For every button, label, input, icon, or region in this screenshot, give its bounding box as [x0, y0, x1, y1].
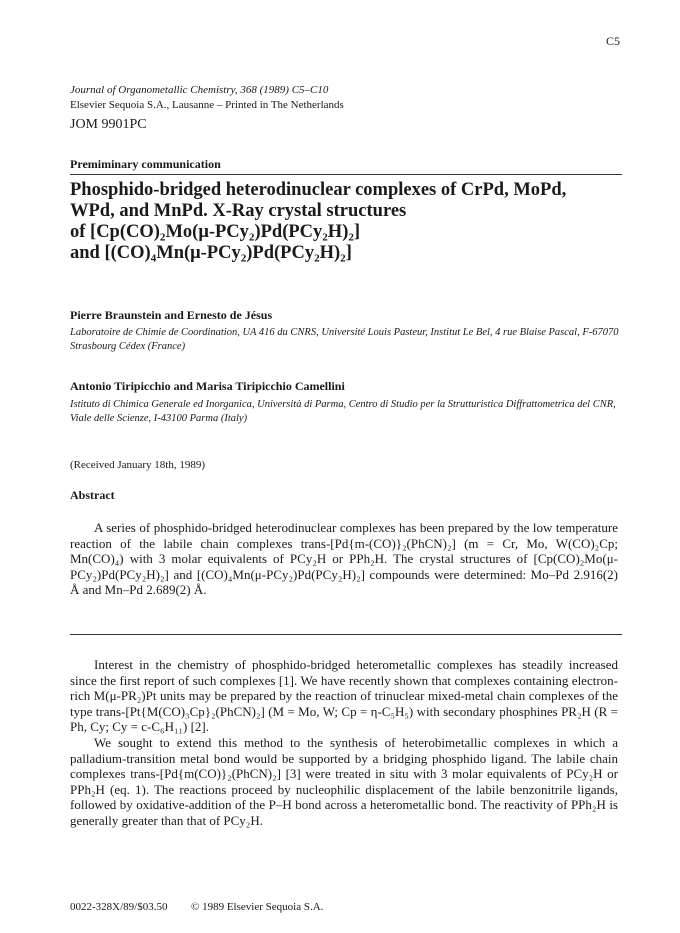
jom-id: JOM 9901PC [70, 117, 147, 132]
page-number: C5 [605, 34, 620, 48]
footer [70, 901, 323, 913]
footer-copyright: © 1989 Elsevier Sequoia S.A. [190, 901, 324, 913]
abstract-heading: Abstract [70, 488, 115, 502]
received-date: (Received January 18th, 1989) [70, 459, 206, 471]
section-label: Premiminary communication [70, 157, 221, 171]
publisher-line: Elsevier Sequoia S.A., Lausanne – Printed in The Netherlands [70, 99, 344, 111]
author-names-1: Pierre Braunstein and Ernesto de Jésus [70, 308, 273, 322]
journal-citation: Journal of Organometallic Chemistry, 368 (1989) C5–C10 [70, 84, 329, 96]
title-line-3: of [Cp(CO)₂Mo(μ-PCy₂)Pd(PCy₂H)₂] [70, 222, 361, 242]
section-divider [70, 174, 622, 175]
author-affiliation-2: Istituto di Chimica Generale ed Inorganica, Università di Parma, Centro di Studio per la Strutturistica Diffrattometrica del CNR, Viale delle Scienze, I-43100 Parma (Italy) [70, 399, 616, 424]
author-affiliation-1: Laboratoire de Chimie de Coordination, UA 416 du CNRS, Université Louis Pasteur, Institut Le Bel, 4 rue Blaise Pascal, F-67070 Strasbourg Cédex (France) [70, 327, 619, 352]
title-line-4: and [(CO)₄Mn(μ-PCy₂)Pd(PCy₂H)₂] [70, 243, 352, 263]
paper-title [70, 180, 630, 264]
body-paragraph-1: Interest in the chemistry of phosphido-bridged heterometallic complexes has steadily increased since the first report of such complexes [1]. We have recently shown that complexes containing electron-rich M(μ-PR₂)Pt units may be prepared by the reaction of trinuclear mixed-metal chain complexes of the type trans-[Pt{M(CO)₃Cp}₂(PhCN)₂] (M = Mo, W; Cp = η-C₅H₅) with secondary phosphines PR₂H (R = Ph, Cy; Cy = c-C₆H₁₁) [2]. [70, 657, 618, 735]
title-line-1: Phosphido-bridged heterodinuclear complexes of CrPd, MoPd, [70, 180, 567, 200]
author-names-2: Antonio Tiripicchio and Marisa Tiripicchio Camellini [70, 379, 345, 393]
abstract-divider [70, 634, 622, 635]
footer-code: 0022-328X/89/$03.50 [70, 901, 168, 913]
abstract-text: A series of phosphido-bridged heterodinuclear complexes has been prepared by the low temperature reaction of the labile chain complexes trans-[Pd{m-(CO)}₂(PhCN)₂] (m = Cr, Mo, W(CO)₂Cp; Mn(CO)₄) with 3 molar equivalents of PCy₂H or PPh₂H. The crystal structures of [Cp(CO)₂Mo(μ-PCy₂)Pd(PCy₂H)₂] and [(CO)₄Mn(μ-PCy₂)Pd(PCy₂H)₂] compounds were determined: Mo–Pd 2.916(2) Å and Mn–Pd 2.689(2) Å. [70, 520, 618, 597]
body-paragraph-2: We sought to extend this method to the synthesis of heterobimetallic complexes in which a palladium-transition metal bond would be supported by a bridging phosphido ligand. The labile chain complexes trans-[Pd{m(CO)}₂(PhCN)₂] [3] were treated in situ with 3 molar equivalents of PCy₂H or PPh₂H (eq. 1). The reactions proceed by nucleophilic displacement of the labile benzonitrile ligands, followed by oxidative-addition of the P–H bond across a heterometallic bond. The reactivity of PPh₂H is generally greater than that of PCy₂H. [70, 734, 618, 828]
body-text [70, 657, 618, 829]
title-line-2: WPd, and MnPd. X-Ray crystal structures [70, 201, 407, 221]
